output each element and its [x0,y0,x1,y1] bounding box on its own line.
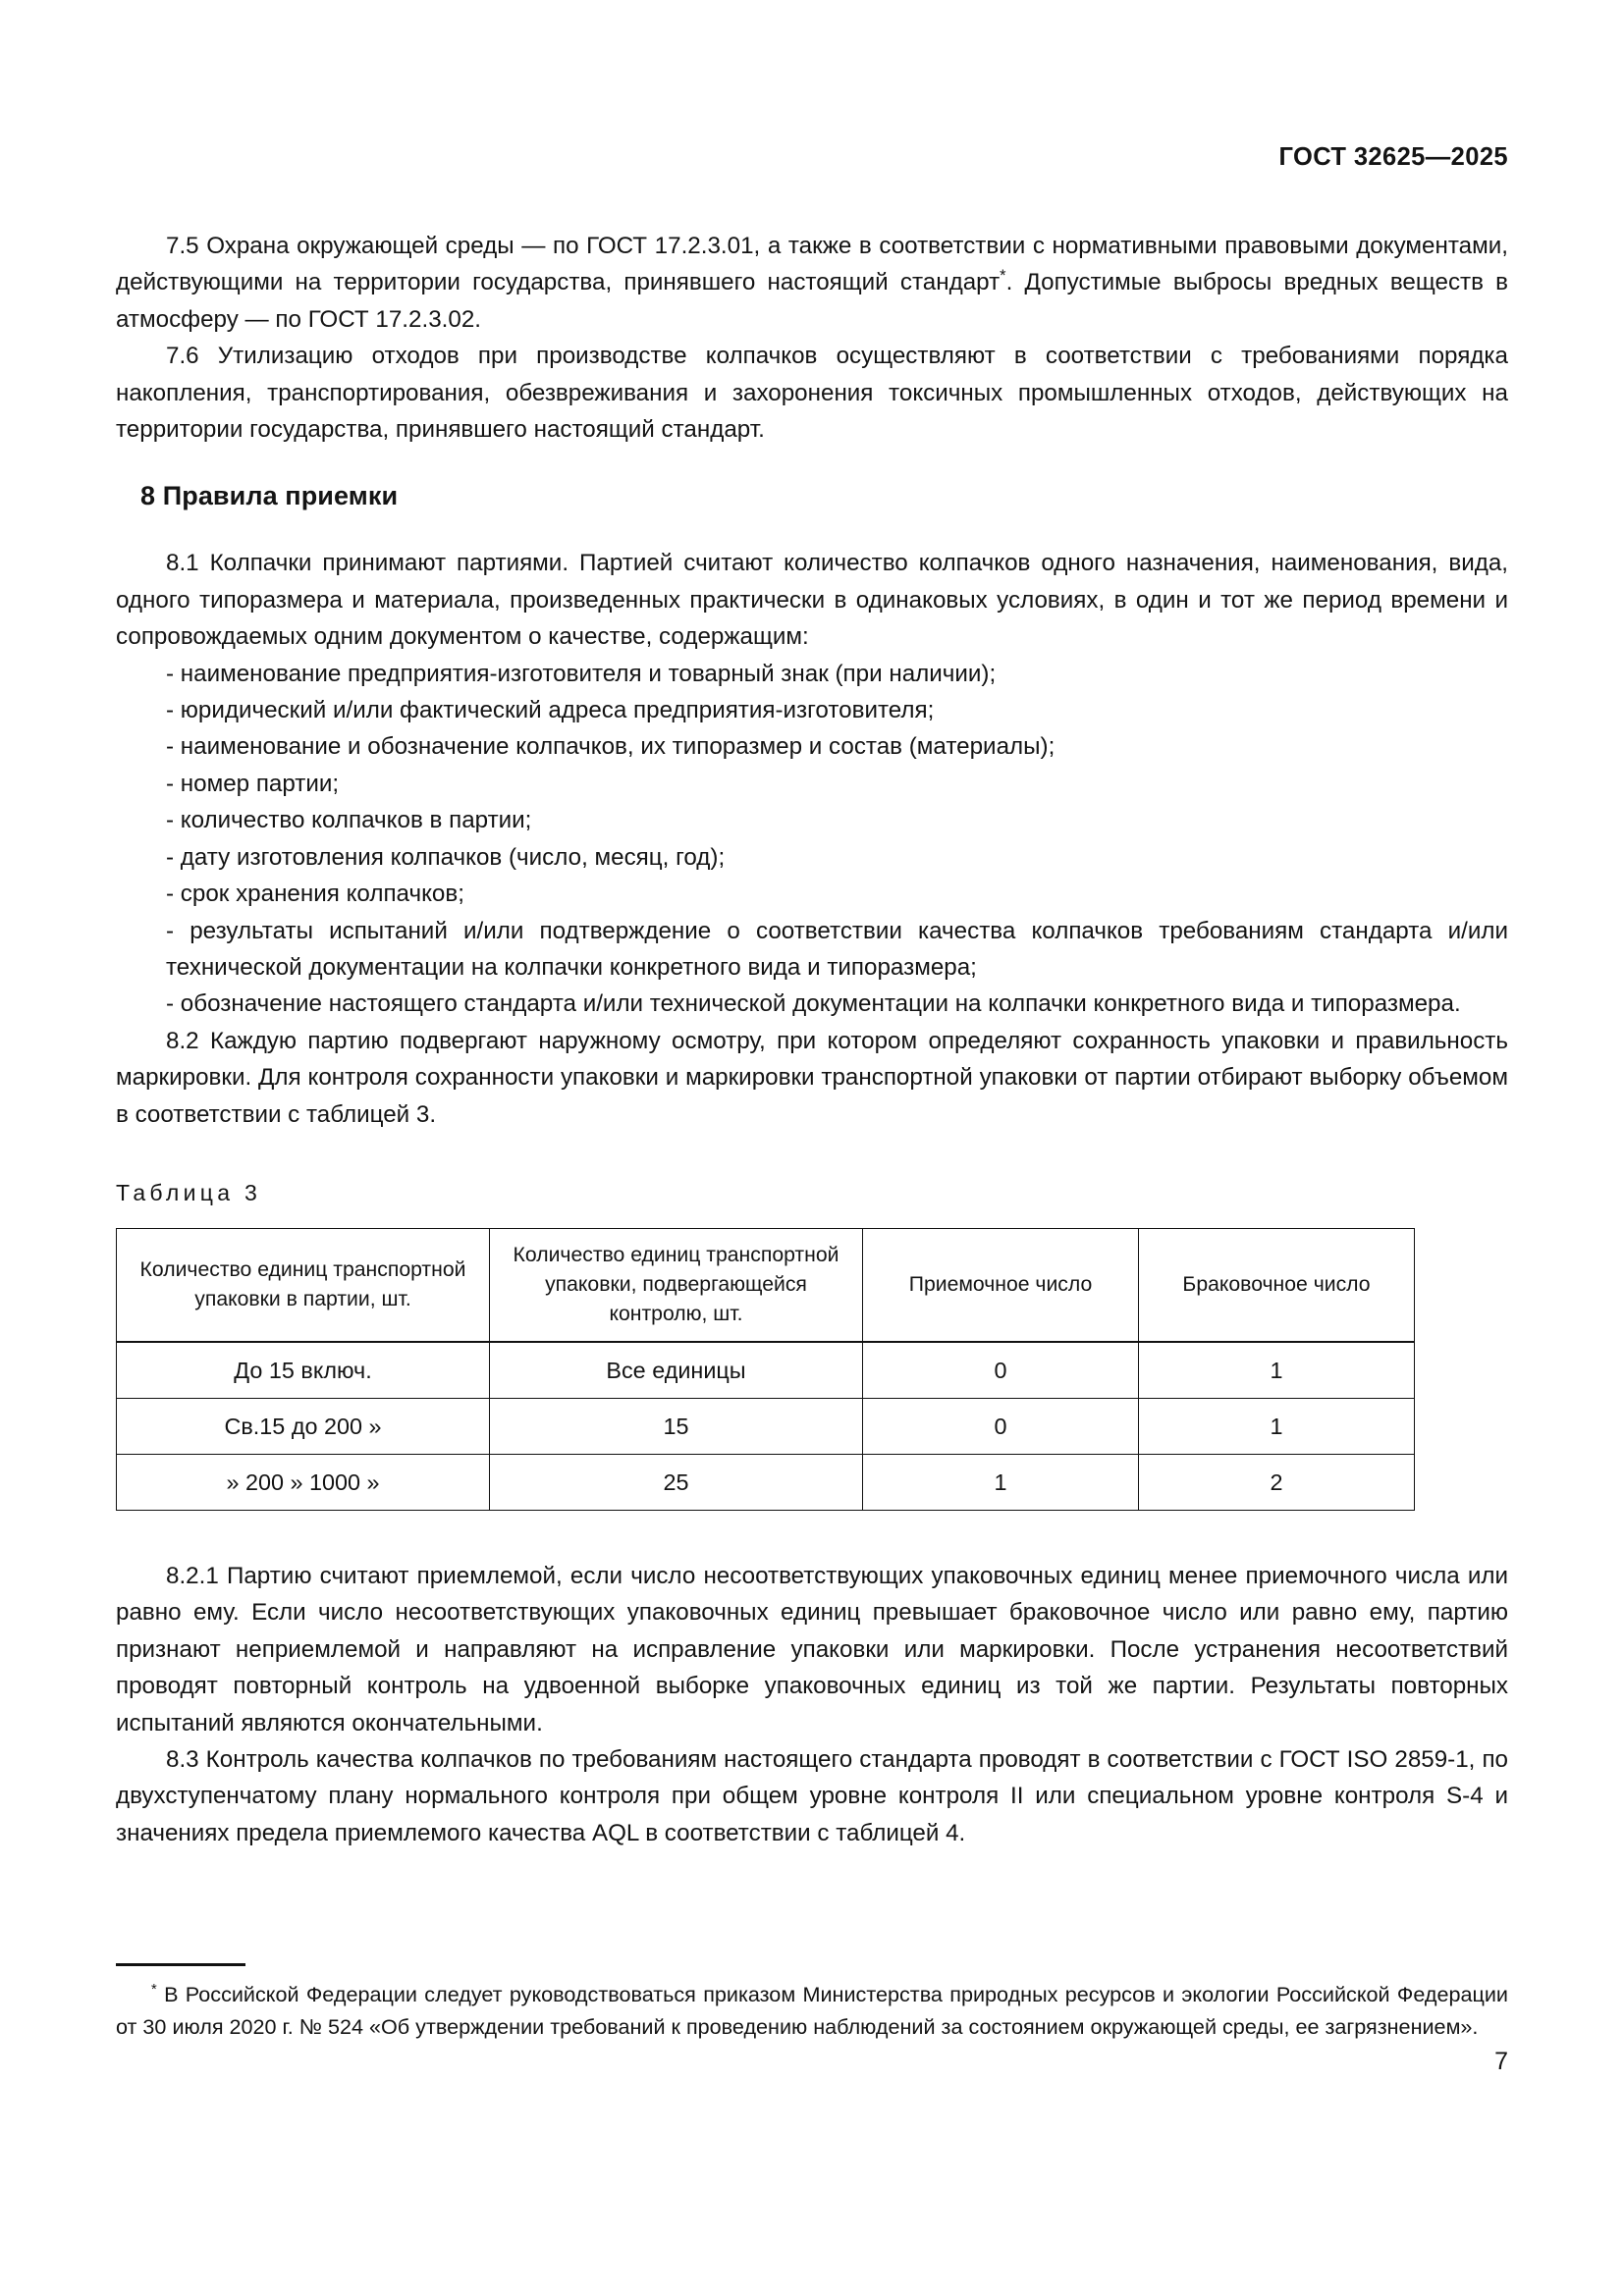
list-item: - срок хранения колпачков; [166,881,464,908]
cell-rejection-number: 1 [1139,1398,1415,1454]
paragraph-8-1: 8.1 Колпачки принимают партиями. Партией считают количество колпачков одного назначения, наименования, вида, одного типоразмера и материала, произведенных практически в одинаковых условиях, в один и тот же период времени и сопровождаемых одним документом о качестве, содержащим: [116,550,1508,651]
paragraph-7-5-text: 7.5 Охрана окружающей среды — по ГОСТ 17.2.3.01, а также в соответствии с нормативными правовыми документами, действующими на территории государства, принявшего настоящий стандарт [116,233,1508,296]
footnote-marker: * [151,1981,157,1998]
cell-lot-size: До 15 включ. [117,1342,490,1398]
section-heading-8: 8 Правила приемки [140,481,399,511]
column-header-lot-size: Количество единиц транспортной упаковки в партии, шт. [117,1228,490,1342]
cell-lot-size: Св.15 до 200 » [117,1398,490,1454]
paragraph-7-6: 7.6 Утилизацию отходов при производстве колпачков осуществляют в соответствии с требованиями порядка накопления, транспортирования, обезвреживания и захоронения токсичных промышленных отходов, действующих на территории государства, принявшего настоящий стандарт. [116,343,1508,444]
list-item: - обозначение настоящего стандарта и/или технической документации на колпачки конкретного вида и типоразмера. [166,990,1461,1018]
list-item: - номер партии; [166,770,340,797]
paragraph-8-2: 8.2 Каждую партию подвергают наружному осмотру, при котором определяют сохранность упаковки и правильность маркировки. Для контроля сохранности упаковки и маркировки транспортной упаковки от партии отбирают выборку объемом в соответствии с таблицей 3. [116,1027,1508,1128]
page-number: 7 [1494,2048,1508,2075]
footnote-reference-mark: * [1000,267,1006,286]
list-item: - количество колпачков в партии; [166,807,532,834]
list-item: - наименование и обозначение колпачков, их типоразмер и состав (материалы); [166,733,1056,761]
list-item: - дату изготовления колпачков (число, месяц, год); [166,843,726,871]
cell-acceptance-number: 0 [863,1398,1139,1454]
table-caption: Таблица 3 [116,1179,262,1205]
cell-rejection-number: 1 [1139,1342,1415,1398]
table-row [117,1398,1415,1454]
paragraph-7-5 [116,228,1508,338]
column-header-sample-size: Количество единиц транспортной упаковки, подвергающейся контролю, шт. [490,1228,863,1342]
footnote-text [116,1978,1508,2043]
column-header-rejection-number: Браковочное число [1139,1228,1415,1342]
table-row [117,1342,1415,1398]
cell-sample-size: 25 [490,1454,863,1510]
paragraph-7-5-tail: . Допустимые выбросы вредных веществ в атмосферу — по ГОСТ 17.2.3.02. [116,269,1508,333]
list-item: - наименование предприятия-изготовителя и товарный знак (при наличии); [166,660,997,687]
footnote-body: В Российской Федерации следует руководствоваться приказом Министерства природных ресурсов и экологии Российской Федерации от 30 июля 2020 г. № 524 «Об утверждении требований к проведению наблюдений за состоянием окружающей среды, ее загрязнением». [116,1982,1508,2039]
cell-sample-size: 15 [490,1398,863,1454]
paragraph-8-3: 8.3 Контроль качества колпачков по требованиям настоящего стандарта проводят в соответствии с ГОСТ ISO 2859-1, по двухступенчатому плану нормального контроля при общем уровне контроля II или специальном уровне контроля S-4 и значениях предела приемлемого качества AQL в соответствии с таблицей 4. [116,1745,1508,1846]
standard-number: ГОСТ 32625—2025 [1278,143,1508,171]
footnote-block [116,1963,1508,2043]
document-body [116,228,1508,1851]
list-item: - результаты испытаний и/или подтверждение о соответствии качества колпачков требованиям стандарта и/или технической документации на колпачки конкретного вида и типоразмера; [166,917,1508,981]
table-header-row [117,1228,1415,1342]
cell-acceptance-number: 1 [863,1454,1139,1510]
list-item: - юридический и/или фактический адреса предприятия-изготовителя; [166,697,935,724]
table-3 [116,1228,1415,1511]
paragraph-8-2-1: 8.2.1 Партию считают приемлемой, если число несоответствующих упаковочных единиц менее приемочного числа или равно ему. Если число несоответствующих упаковочных единиц превышает браковочное число или равно ему, партию признают неприемлемой и направляют на исправление упаковки или маркировки. После устранения несоответствий проводят повторный контроль на удвоенной выборке упаковочных единиц из той же партии. Результаты повторных испытаний являются окончательными. [116,1562,1508,1736]
running-header [116,143,1508,172]
table-row [117,1454,1415,1510]
cell-rejection-number: 2 [1139,1454,1415,1510]
column-header-acceptance-number: Приемочное число [863,1228,1139,1342]
cell-acceptance-number: 0 [863,1342,1139,1398]
cell-sample-size: Все единицы [490,1342,863,1398]
cell-lot-size: » 200 » 1000 » [117,1454,490,1510]
